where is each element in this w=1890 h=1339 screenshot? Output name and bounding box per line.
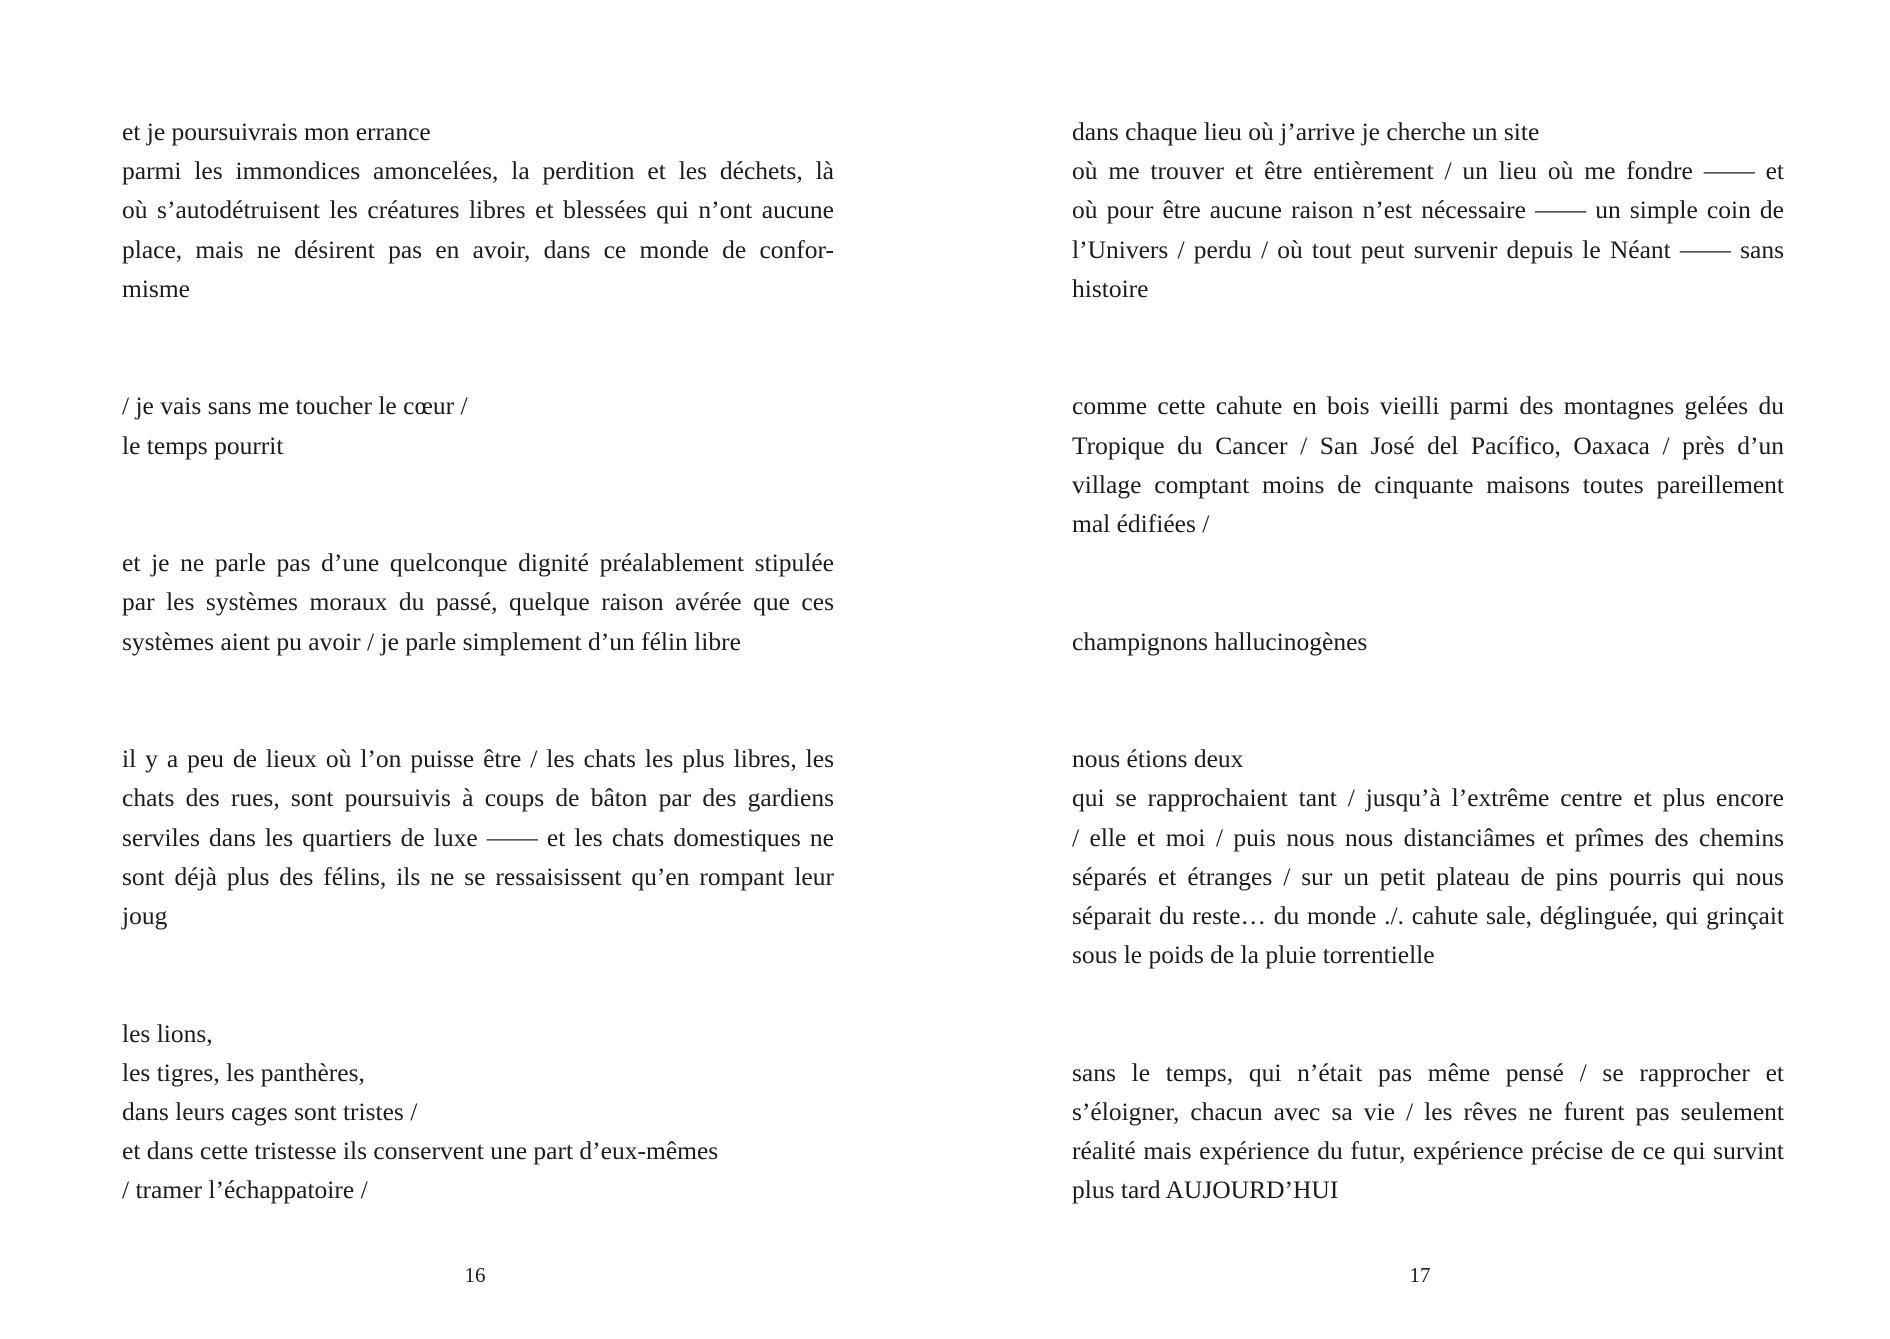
- text-line: et je ne parle pas d’une quelconque dignité préalablement stipulée: [122, 548, 834, 578]
- text-line: séparés et étranges / sur un petit plateau de pins pourris qui nous: [1072, 861, 1784, 891]
- text-line: réalité mais expérience du futur, expérience précise de ce qui survint: [1072, 1136, 1784, 1166]
- text-line: le temps pourrit: [122, 430, 284, 460]
- text-line: / elle et moi / puis nous nous distanciâmes et prîmes des chemins: [1072, 822, 1784, 852]
- text-line: comme cette cahute en bois vieilli parmi des montagnes gelées du: [1072, 391, 1784, 421]
- text-line: joug: [122, 901, 168, 931]
- text-line: place, mais ne désirent pas en avoir, dans ce monde de confor-: [122, 234, 834, 264]
- text-line: / tramer l’échappatoire /: [122, 1175, 368, 1205]
- text-line: misme: [122, 273, 190, 303]
- paragraph: [122, 112, 834, 308]
- paragraph: [122, 543, 834, 661]
- page-number: 16: [464, 1263, 486, 1287]
- text-line: il y a peu de lieux où l’on puisse être / les chats les plus libres, les: [122, 744, 834, 774]
- right-page-text: [1072, 112, 1784, 1210]
- text-line: sans le temps, qui n’était pas même pensé / se rapprocher et: [1072, 1057, 1784, 1087]
- text-line: où pour être aucune raison n’est nécessaire —— un simple coin de: [1072, 195, 1784, 225]
- text-line: les tigres, les panthères,: [122, 1057, 365, 1087]
- paragraph: [122, 1014, 834, 1210]
- text-line: chats des rues, sont poursuivis à coups de bâton par des gardiens: [122, 783, 834, 813]
- text-line: l’Univers / perdu / où tout peut survenir depuis le Néant —— sans: [1072, 234, 1784, 264]
- text-line: dans leurs cages sont tristes /: [122, 1097, 418, 1127]
- left-page-text: [122, 112, 834, 1210]
- text-line: plus tard AUJOURD’HUI: [1072, 1175, 1339, 1205]
- text-line: qui se rapprochaient tant / jusqu’à l’extrême centre et plus encore: [1072, 783, 1784, 813]
- text-line: village comptant moins de cinquante maisons toutes pareillement: [1072, 469, 1784, 499]
- text-line: nous étions deux: [1072, 744, 1244, 774]
- text-line: serviles dans les quartiers de luxe —— et les chats domestiques ne: [122, 822, 834, 852]
- text-line: systèmes aient pu avoir / je parle simplement d’un félin libre: [122, 626, 741, 656]
- paragraph: [122, 739, 834, 935]
- page-number: 17: [1409, 1263, 1431, 1287]
- text-line: les lions,: [122, 1018, 213, 1048]
- text-line: où s’autodétruisent les créatures libres et blessées qui n’ont aucune: [122, 195, 834, 225]
- paragraph: [1072, 739, 1784, 974]
- text-line: histoire: [1072, 273, 1149, 303]
- right-page: [945, 0, 1890, 1339]
- text-line: mal édifiées /: [1072, 509, 1210, 539]
- text-line: sont déjà plus des félins, ils ne se ressaisissent qu’en rompant leur: [122, 861, 834, 891]
- paragraph: [1072, 112, 1784, 308]
- paragraph: [1072, 386, 1784, 543]
- text-line: et dans cette tristesse ils conservent une part d’eux-mêmes: [122, 1136, 719, 1166]
- paragraph: [122, 386, 834, 464]
- text-line: où me trouver et être entièrement / un lieu où me fondre —— et: [1072, 156, 1784, 186]
- text-line: et je poursuivrais mon errance: [122, 117, 431, 146]
- text-line: séparait du reste… du monde ./. cahute sale, déglinguée, qui grinçait: [1072, 901, 1784, 931]
- text-line: par les systèmes moraux du passé, quelque raison avérée que ces: [122, 587, 834, 617]
- text-line: champignons hallucinogènes: [1072, 626, 1368, 656]
- paragraph: [1072, 622, 1784, 661]
- text-line: parmi les immondices amoncelées, la perdition et les déchets, là: [122, 156, 834, 186]
- text-line: Tropique du Cancer / San José del Pacífico, Oaxaca / près d’un: [1072, 430, 1784, 460]
- text-line: sous le poids de la pluie torrentielle: [1072, 940, 1435, 970]
- text-line: s’éloigner, chacun avec sa vie / les rêves ne furent pas seulement: [1072, 1097, 1784, 1127]
- text-line: dans chaque lieu où j’arrive je cherche un site: [1072, 117, 1540, 146]
- text-line: / je vais sans me toucher le cœur /: [122, 391, 468, 421]
- paragraph: [1072, 1053, 1784, 1210]
